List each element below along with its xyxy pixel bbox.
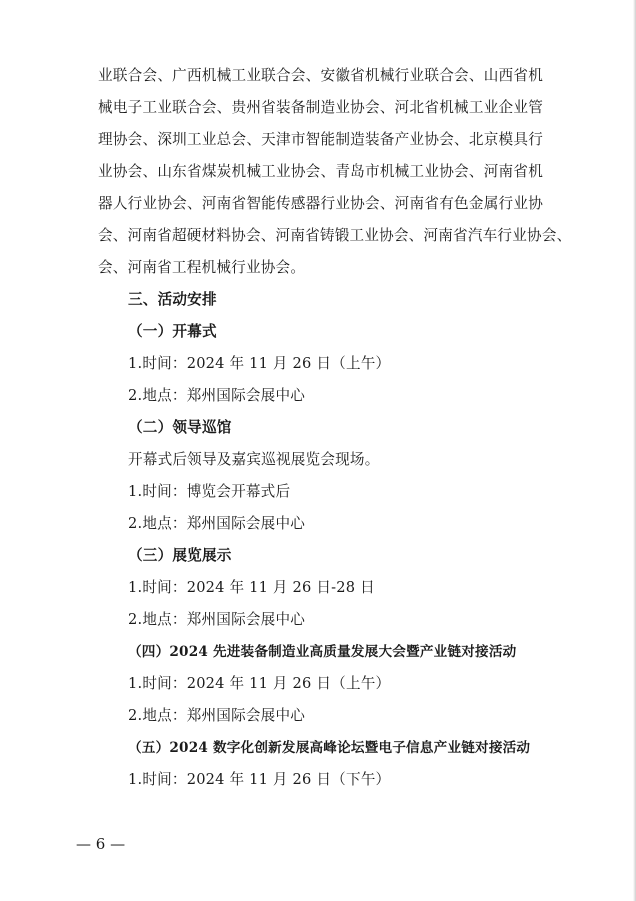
section-heading: 三、活动安排 (128, 291, 217, 308)
paragraph-line-4: 业协会、山东省煤炭机械工业协会、青岛市机械工业协会、河南省机 (98, 163, 543, 180)
subsection-5-title: （五）2024 数字化创新发展高峰论坛暨电子信息产业链对接活动 (128, 740, 531, 756)
subsection-1-place: 2.地点：郑州国际会展中心 (128, 387, 306, 404)
subsection-4-place: 2.地点：郑州国际会展中心 (128, 707, 306, 724)
paragraph-line-2: 械电子工业联合会、贵州省装备制造业协会、河北省机械工业企业管 (98, 99, 543, 116)
subsection-2-desc: 开幕式后领导及嘉宾巡视展览会现场。 (128, 451, 380, 468)
page-number: — 6 — (76, 835, 126, 853)
subsection-1-title: （一）开幕式 (128, 323, 217, 340)
subsection-3-place: 2.地点：郑州国际会展中心 (128, 611, 306, 628)
subsection-2-title: （二）领导巡馆 (128, 419, 232, 436)
subsection-3-title: （三）展览展示 (128, 547, 232, 564)
subsection-5-time: 1.时间：2024 年 11 月 26 日（下午） (128, 771, 391, 788)
paragraph-line-1: 业联合会、广西机械工业联合会、安徽省机械行业联合会、山西省机 (98, 67, 543, 84)
subsection-2-time: 1.时间：博览会开幕式后 (128, 483, 291, 500)
paragraph-line-3: 理协会、深圳工业总会、天津市智能制造装备产业协会、北京模具行 (98, 131, 543, 148)
paragraph-line-7: 会、河南省工程机械行业协会。 (98, 259, 306, 276)
subsection-4-title: （四）2024 先进装备制造业高质量发展大会暨产业链对接活动 (128, 644, 517, 660)
subsection-3-time: 1.时间：2024 年 11 月 26 日-28 日 (128, 579, 375, 596)
subsection-2-place: 2.地点：郑州国际会展中心 (128, 515, 306, 532)
paragraph-line-5: 器人行业协会、河南省智能传感器行业协会、河南省有色金属行业协 (98, 195, 543, 212)
subsection-4-time: 1.时间：2024 年 11 月 26 日（上午） (128, 675, 391, 692)
paragraph-line-6: 会、河南省超硬材料协会、河南省铸锻工业协会、河南省汽车行业协会、 (98, 227, 572, 244)
subsection-1-time: 1.时间：2024 年 11 月 26 日（上午） (128, 355, 391, 372)
